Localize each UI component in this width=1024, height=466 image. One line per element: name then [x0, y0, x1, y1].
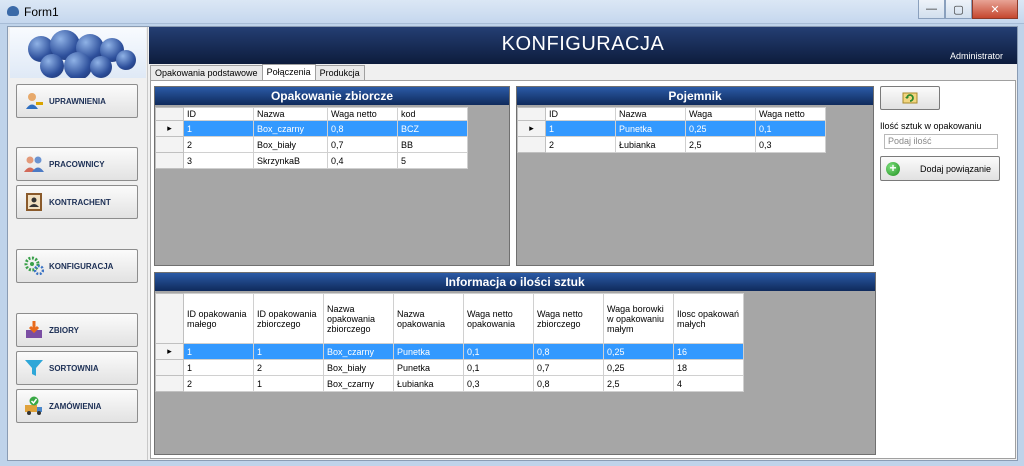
table-row[interactable]: [156, 137, 468, 153]
table-row[interactable]: [518, 137, 826, 153]
row-selector[interactable]: ▸: [156, 344, 184, 360]
column-header[interactable]: Nazwa: [616, 108, 686, 121]
table-row[interactable]: [156, 344, 744, 360]
download-box-icon: [23, 319, 45, 341]
cell[interactable]: Box_biały: [254, 137, 328, 153]
informacja-panel: [154, 272, 876, 455]
window-controls: [918, 0, 1018, 19]
add-link-button[interactable]: [880, 156, 1000, 181]
column-header[interactable]: Waga netto: [328, 108, 398, 121]
row-selector[interactable]: [156, 137, 184, 153]
cell[interactable]: 2,5: [686, 137, 756, 153]
cell[interactable]: 2: [546, 137, 616, 153]
column-header[interactable]: ID: [184, 108, 254, 121]
cell[interactable]: 1: [184, 121, 254, 137]
column-header[interactable]: Ilosc opakowań małych: [674, 294, 744, 344]
uprawnienia-button[interactable]: [16, 84, 138, 118]
konfiguracja-label: KONFIGURACJA: [49, 261, 114, 271]
pojemnik-grid[interactable]: [517, 107, 826, 153]
cell[interactable]: 0,3: [464, 376, 534, 392]
opakowanie-zbiorcze-title: Opakowanie zbiorcze: [155, 87, 509, 105]
cell[interactable]: 0,1: [756, 121, 826, 137]
cell[interactable]: 0,1: [464, 344, 534, 360]
table-row[interactable]: [156, 121, 468, 137]
cell[interactable]: 2,5: [604, 376, 674, 392]
column-header[interactable]: Waga: [686, 108, 756, 121]
cell[interactable]: Punetka: [394, 344, 464, 360]
add-link-label: Dodaj powiązanie: [920, 163, 992, 174]
cell[interactable]: 0,25: [604, 344, 674, 360]
users-icon: [23, 153, 45, 175]
column-header[interactable]: Waga netto opakowania: [464, 294, 534, 344]
cell[interactable]: 1: [546, 121, 616, 137]
tab-produkcja[interactable]: Produkcja: [315, 65, 365, 81]
window-title: Form1: [24, 5, 59, 19]
opakowanie-zbiorcze-panel: [154, 86, 510, 266]
tab-polaczenia[interactable]: Połączenia: [262, 64, 316, 81]
row-header-corner: [518, 108, 546, 121]
table-row[interactable]: [156, 360, 744, 376]
quantity-label: Ilość sztuk w opakowaniu: [880, 121, 982, 131]
cell[interactable]: 1: [184, 344, 254, 360]
cell[interactable]: Łubianka: [616, 137, 686, 153]
sidebar: [8, 27, 148, 460]
column-header[interactable]: Nazwa opakowania zbiorczego: [324, 294, 394, 344]
refresh-icon: [902, 90, 918, 106]
opakowanie-zbiorcze-grid[interactable]: [155, 107, 468, 169]
cell[interactable]: Punetka: [616, 121, 686, 137]
cell[interactable]: Punetka: [394, 360, 464, 376]
row-selector[interactable]: [156, 376, 184, 392]
cell[interactable]: 0,8: [534, 344, 604, 360]
close-button[interactable]: ✕: [972, 0, 1018, 19]
column-header[interactable]: Nazwa opakowania: [394, 294, 464, 344]
table-row[interactable]: [156, 153, 468, 169]
cell[interactable]: 16: [674, 344, 744, 360]
gears-icon: [23, 255, 45, 277]
uprawnienia-label: UPRAWNIENIA: [49, 96, 106, 106]
cell[interactable]: 4: [674, 376, 744, 392]
konfiguracja-button[interactable]: [16, 249, 138, 283]
row-selector[interactable]: [156, 360, 184, 376]
pracownicy-button[interactable]: [16, 147, 138, 181]
row-header-corner: [156, 108, 184, 121]
cell[interactable]: 1: [254, 376, 324, 392]
blueberry-logo: [10, 28, 146, 78]
cell[interactable]: BB: [398, 137, 468, 153]
row-selector[interactable]: [518, 137, 546, 153]
row-header-corner: [156, 294, 184, 344]
tab-strip: [150, 65, 364, 81]
cell[interactable]: 2: [184, 137, 254, 153]
page-header: [149, 27, 1017, 64]
user-name: Administrator: [949, 51, 1003, 61]
cell[interactable]: 0,4: [328, 153, 398, 169]
column-header[interactable]: ID opakowania zbiorczego: [254, 294, 324, 344]
user-key-icon: [23, 90, 45, 112]
row-selector[interactable]: ▸: [518, 121, 546, 137]
cell[interactable]: 2: [184, 376, 254, 392]
cell[interactable]: 0,25: [604, 360, 674, 376]
cell[interactable]: 3: [184, 153, 254, 169]
pojemnik-panel: [516, 86, 874, 266]
cell[interactable]: 5: [398, 153, 468, 169]
cell[interactable]: Box_czarny: [324, 376, 394, 392]
column-header[interactable]: kod: [398, 108, 468, 121]
zbiory-label: ZBIORY: [49, 325, 79, 335]
informacja-title: Informacja o ilości sztuk: [155, 273, 875, 291]
cell[interactable]: BCZ: [398, 121, 468, 137]
column-header[interactable]: ID: [546, 108, 616, 121]
cell[interactable]: 1: [254, 344, 324, 360]
minimize-button[interactable]: —: [918, 0, 945, 19]
cell[interactable]: 0,7: [328, 137, 398, 153]
cell[interactable]: Box_czarny: [254, 121, 328, 137]
row-selector[interactable]: [156, 153, 184, 169]
kontrachent-label: KONTRACHENT: [49, 197, 111, 207]
zamowienia-button[interactable]: [16, 389, 138, 423]
column-header[interactable]: Waga borowki w opakowaniu małym: [604, 294, 674, 344]
refresh-button[interactable]: [880, 86, 940, 110]
cell[interactable]: 0,3: [756, 137, 826, 153]
cell[interactable]: 18: [674, 360, 744, 376]
plus-icon: +: [886, 162, 900, 176]
informacja-grid[interactable]: [155, 293, 744, 392]
cell[interactable]: 0,8: [328, 121, 398, 137]
contact-book-icon: [23, 191, 45, 213]
zamowienia-label: ZAMÓWIENIA: [49, 401, 102, 411]
tab-opakowania-podstawowe[interactable]: Opakowania podstawowe: [150, 65, 263, 81]
funnel-icon: [23, 357, 45, 379]
row-selector[interactable]: ▸: [156, 121, 184, 137]
cell[interactable]: 0,7: [534, 360, 604, 376]
table-row[interactable]: [518, 121, 826, 137]
column-header[interactable]: ID opakowania małego: [184, 294, 254, 344]
pracownicy-label: PRACOWNICY: [49, 159, 105, 169]
app-icon: [7, 6, 19, 16]
quantity-input[interactable]: Podaj ilość: [884, 134, 998, 149]
cell[interactable]: 0,25: [686, 121, 756, 137]
cell[interactable]: 1: [184, 360, 254, 376]
sortownia-label: SORTOWNIA: [49, 363, 99, 373]
cell[interactable]: SkrzynkaB: [254, 153, 328, 169]
window-titlebar: [0, 0, 1024, 24]
cell[interactable]: 2: [254, 360, 324, 376]
sortownia-button[interactable]: [16, 351, 138, 385]
kontrachent-button[interactable]: [16, 185, 138, 219]
cell[interactable]: 0,1: [464, 360, 534, 376]
column-header[interactable]: Waga netto: [756, 108, 826, 121]
maximize-button[interactable]: ▢: [945, 0, 972, 19]
cell[interactable]: Box_biały: [324, 360, 394, 376]
truck-check-icon: [23, 395, 45, 417]
cell[interactable]: Łubianka: [394, 376, 464, 392]
column-header[interactable]: Nazwa: [254, 108, 328, 121]
zbiory-button[interactable]: [16, 313, 138, 347]
cell[interactable]: 0,8: [534, 376, 604, 392]
column-header[interactable]: Waga netto zbiorczego: [534, 294, 604, 344]
cell[interactable]: Box_czarny: [324, 344, 394, 360]
pojemnik-title: Pojemnik: [517, 87, 873, 105]
table-row[interactable]: [156, 376, 744, 392]
page-title: KONFIGURACJA: [501, 33, 665, 55]
